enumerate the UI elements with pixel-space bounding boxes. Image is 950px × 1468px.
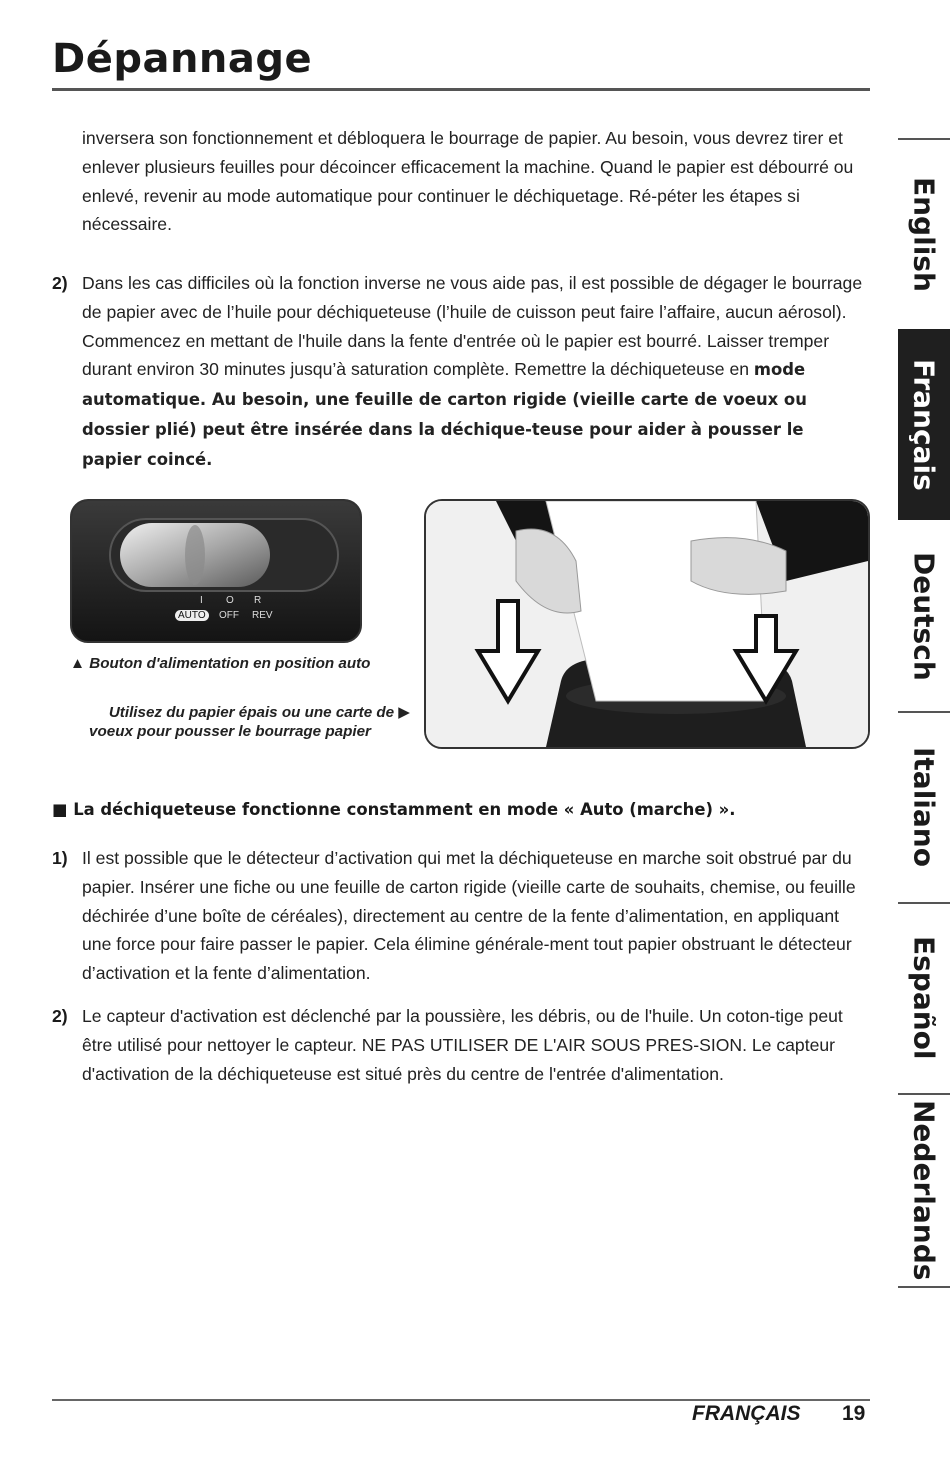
step-2-bold-text: mode automatique. Au besoin, une feuille de carton rigide (vieille carte de voeux ou dossier plié) peut être insérée dans la déchique-teuse pour aider à pousser le papier coincé.: [82, 360, 807, 469]
tab-nederlands-label: Nederlands: [907, 1099, 941, 1281]
switch-caption: ▲ Bouton d'alimentation en position auto: [70, 655, 371, 672]
step-1b-paragraph: Il est possible que le détecteur d’activation qui met la déchiqueteuse en marche soit obstrué par du papier. Insérer une fiche ou une feuille de carton rigide (vieille carte de souhaits, chemise, ou feuille déchirée d’une boîte de céréales), directement au centre de la fente d’alimentation, en appliquant une force pour faire passer le papier. Cela élimine générale-ment tout papier obstruant le détecteur d’activation et la fente d’alimentation.: [82, 848, 856, 984]
step-2b-number: 2): [52, 1006, 68, 1026]
tab-italiano[interactable]: [898, 713, 950, 901]
tab-espanol[interactable]: [898, 904, 950, 1092]
tab-italiano-label: Italiano: [907, 747, 941, 867]
page-number: 19: [842, 1402, 866, 1425]
step-2-text: Dans les cas difficiles où la fonction inverse ne vous aide pas, il est possible de dégager le bourrage de papier avec de l’huile pour déchiqueteuse (l’huile de cuisson peut faire l’affaire, aucun aérosol). Commencez en mettant de l'huile dans la fente d'entrée où le papier est bourré. Laisser tremper durant environ 30 minutes jusqu’à saturation complète. Remettre la déchiqueteuse en: [82, 273, 863, 380]
footer-rule: [52, 1399, 870, 1401]
shredder-paper-graphic: [426, 501, 868, 747]
paper-caption-line-2: voeux pour pousser le bourrage papier: [89, 723, 371, 740]
switch-i-mark: I: [200, 595, 203, 606]
tab-deutsch-label: Deutsch: [907, 551, 941, 681]
page-title: Dépannage: [52, 36, 313, 82]
step-2b-paragraph: Le capteur d'activation est déclenché par la poussière, les débris, ou de l'huile. Un coton-tige peut être utilisé pour nettoyer le capteur. NE PAS UTILISER DE L'AIR SOUS PRES-SION. Le capteur d'activation de la déchiqueteuse est situé près du centre de l'entrée d'alimentation.: [82, 1006, 843, 1084]
section-heading: ■ La déchiqueteuse fonctionne constamment en mode « Auto (marche) ».: [52, 800, 736, 819]
power-switch-photo: [70, 499, 362, 643]
switch-off-label: OFF: [219, 610, 239, 621]
tab-francais[interactable]: [898, 329, 950, 520]
tab-separator: [898, 1286, 950, 1288]
tab-francais-label: Français: [907, 358, 941, 491]
title-rule: [52, 88, 870, 91]
shredder-paper-photo: [424, 499, 870, 749]
paper-caption-line-1: Utilisez du papier épais ou une carte de ▶: [108, 704, 410, 721]
tab-nederlands[interactable]: [898, 1095, 950, 1285]
continuation-paragraph: inversera son fonctionnement et débloquera le bourrage de papier. Au besoin, vous devrez tirer et enlever plusieurs feuilles pour décoincer efficacement la machine. Quand le papier est débourré ou enlevé, revenir au mode automatique pour continuer le déchiquetage. Ré-péter les étapes si nécessaire.: [82, 128, 854, 235]
tab-espanol-label: Español: [907, 936, 941, 1060]
switch-rev-label: REV: [252, 610, 273, 621]
tab-english[interactable]: [898, 140, 950, 328]
tab-english-label: English: [907, 176, 941, 292]
step-1b-number: 1): [52, 848, 68, 868]
switch-auto-label: AUTO: [175, 610, 209, 621]
footer-language: FRANÇAIS: [692, 1402, 801, 1425]
power-switch-graphic: [72, 501, 360, 641]
switch-o-mark: O: [226, 595, 234, 606]
step-2-paragraph: [82, 269, 868, 475]
tab-deutsch[interactable]: [898, 522, 950, 710]
step-2-number: 2): [52, 273, 68, 293]
switch-r-mark: R: [254, 595, 262, 606]
